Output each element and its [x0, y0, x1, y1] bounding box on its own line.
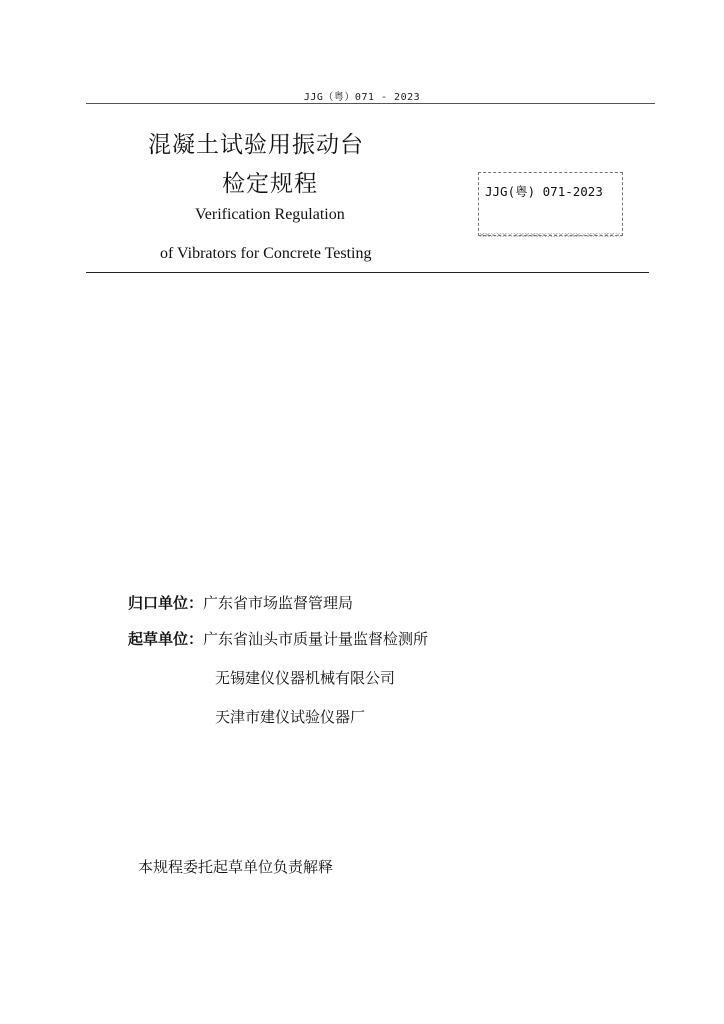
centralizing-unit-value: 广东省市场监督管理局 — [203, 594, 354, 612]
interpretation-note: 本规程委托起草单位负责解释 — [138, 858, 334, 876]
title-rule — [86, 272, 649, 273]
title-english-line1: Verification Regulation — [195, 206, 345, 223]
regulation-code-box — [478, 172, 623, 236]
centralizing-unit-row — [128, 592, 353, 613]
title-chinese-line2: 检定规程 — [222, 171, 318, 197]
running-header-code: JJG（粤）071 - 2023 — [303, 92, 421, 103]
drafting-unit-row — [128, 628, 428, 649]
drafting-unit-value: 无锡建仪仪器机械有限公司 — [215, 669, 396, 687]
title-english-line2: of Vibrators for Concrete Testing — [160, 245, 372, 262]
drafting-unit-label: 起草单位： — [128, 630, 204, 648]
drafting-unit-value: 广东省汕头市质量计量监督检测所 — [203, 630, 429, 648]
drafting-unit-value: 天津市建仪试验仪器厂 — [215, 708, 366, 726]
regulation-code: JJG(粤) 071-2023 — [485, 184, 603, 199]
header-rule — [86, 103, 655, 104]
title-chinese-line1: 混凝土试验用振动台 — [148, 132, 364, 158]
centralizing-unit-label: 归口单位： — [128, 594, 204, 612]
